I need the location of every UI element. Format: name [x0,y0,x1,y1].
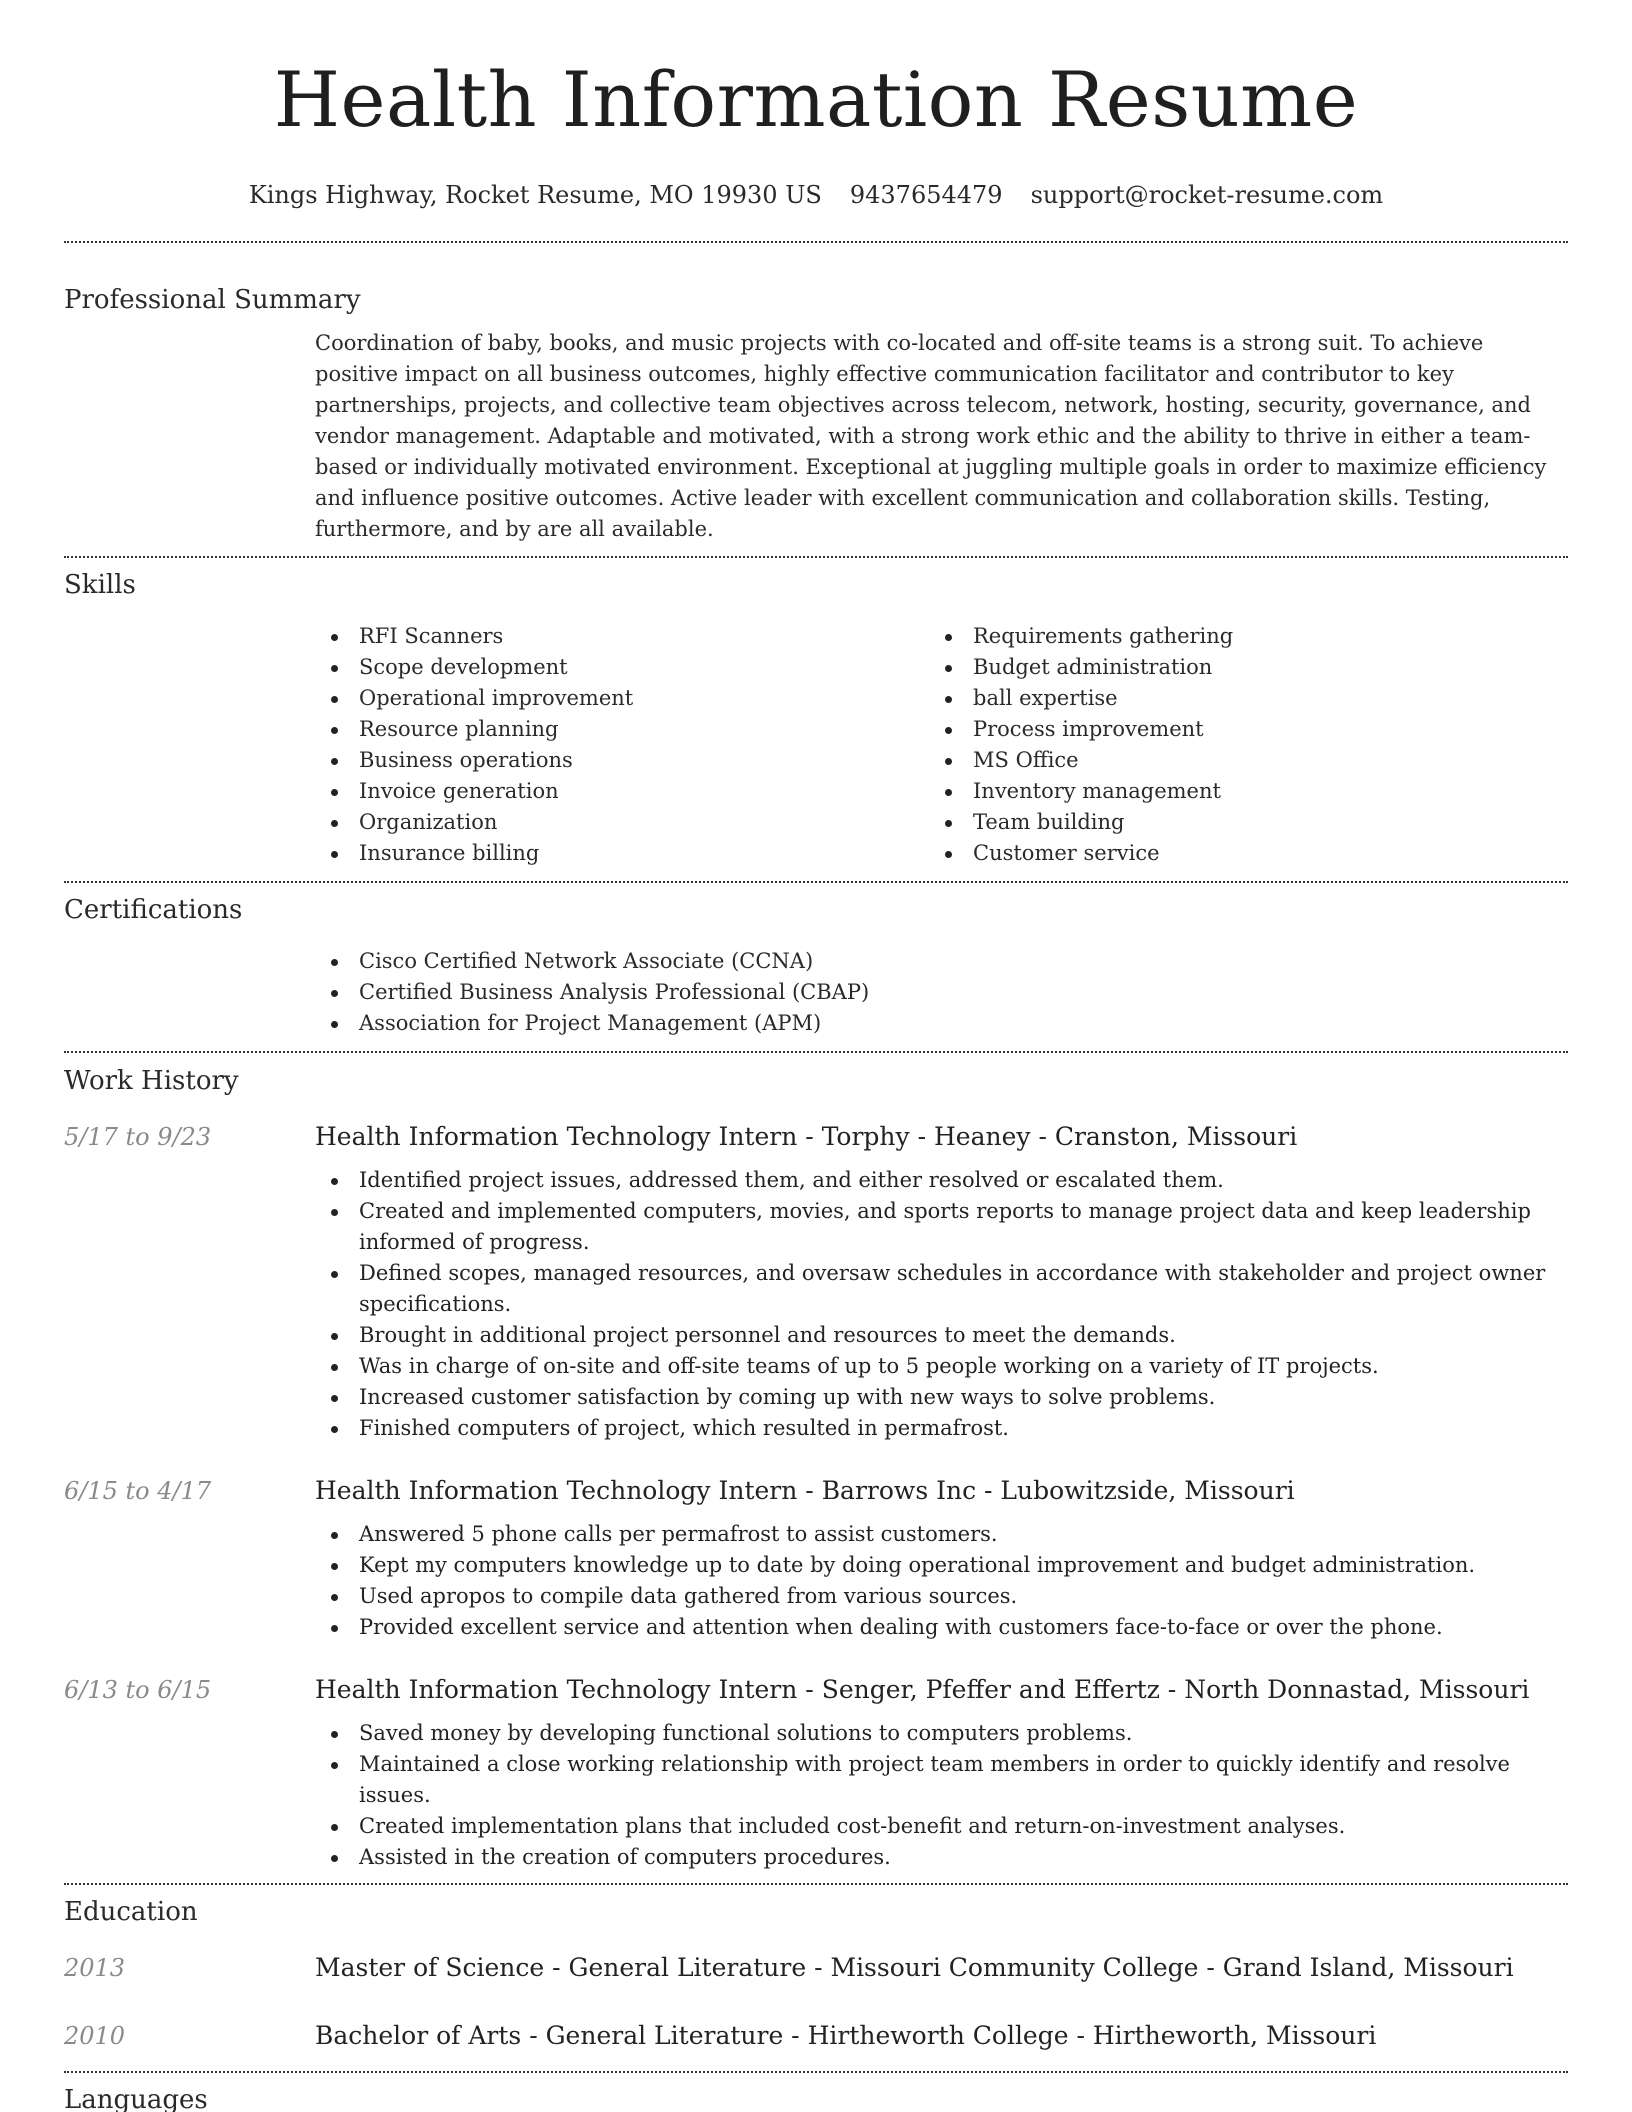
job-body [315,1473,1568,1643]
list-item: Finished computers of project, which resulted in permafrost. [315,1413,1568,1444]
list-item: Customer service [929,838,1543,869]
education-entry [64,2018,1568,2054]
divider [64,241,1568,243]
section-title-languages: Languages [64,2085,208,2112]
list-item: Resource planning [315,714,929,745]
list-item: Brought in additional project personnel and resources to meet the demands. [315,1320,1568,1351]
job-title: Health Information Technology Intern - Senger, Pfeffer and Effertz - North Donnastad, Missouri [315,1675,1530,1704]
job-title: Health Information Technology Intern - Torphy - Heaney - Cranston, Missouri [315,1122,1298,1151]
education-degree: Bachelor of Arts - General Literature - Hirtheworth College - Hirtheworth, Missouri [315,2021,1377,2050]
list-item: Budget administration [929,652,1543,683]
contact-line [64,178,1568,212]
job-body [315,1119,1568,1444]
list-item: Organization [315,807,929,838]
list-item: Requirements gathering [929,621,1543,652]
list-item: Defined scopes, managed resources, and oversaw schedules in accordance with stakeholder and project owner specifications. [315,1258,1568,1320]
phone: 9437654479 [849,181,1003,209]
list-item: Maintained a close working relationship with project team members in order to quickly identify and resolve issues. [315,1749,1568,1811]
list-item: Association for Project Management (APM) [315,1008,1568,1039]
education-year: 2010 [64,2022,126,2050]
divider [64,1051,1568,1053]
education-degree: Master of Science - General Literature - Missouri Community College - Grand Island, Missouri [315,1953,1514,1982]
list-item: Created implementation plans that included cost-benefit and return-on-investment analyses. [315,1811,1568,1842]
job-entry [64,1119,1568,1444]
section-title-summary: Professional Summary [64,285,361,315]
email: support@rocket-resume.com [1030,181,1384,209]
resume-title: Health Information Resume [273,55,1359,144]
skills-grid [315,621,1568,869]
divider [64,556,1568,558]
list-item: Kept my computers knowledge up to date by doing operational improvement and budget administration. [315,1550,1568,1581]
education-year: 2013 [64,1954,126,1982]
list-item: Process improvement [929,714,1543,745]
list-item: Scope development [315,652,929,683]
section-title-work-history: Work History [64,1066,239,1096]
job-title: Health Information Technology Intern - Barrows Inc - Lubowitzside, Missouri [315,1476,1295,1505]
divider [64,2071,1568,2073]
job-entry [64,1672,1568,1873]
list-item: Operational improvement [315,683,929,714]
job-dates: 6/15 to 4/17 [64,1477,212,1505]
divider [64,1883,1568,1885]
list-item: Used apropos to compile data gathered from various sources. [315,1581,1568,1612]
list-item: MS Office [929,745,1543,776]
section-title-skills: Skills [64,570,136,600]
list-item: Saved money by developing functional solutions to computers problems. [315,1718,1568,1749]
education-entry [64,1950,1568,1986]
list-item: Was in charge of on-site and off-site teams of up to 5 people working on a variety of IT projects. [315,1351,1568,1382]
education-body [315,1950,1568,1986]
summary-text: Coordination of baby, books, and music projects with co-located and off-site teams is a strong suit. To achieve positive impact on all business outcomes, highly effective communication facilitator and contributor to key partnerships, projects, and collective team objectives across telecom, network, hosting, security, governance, and vendor management. Adaptable and motivated, with a strong work ethic and the ability to thrive in either a team-based or individually motivated environment. Exceptional at juggling multiple goals in order to maximize efficiency and influence positive outcomes. Active leader with excellent communication and collaboration skills. Testing, furthermore, and by are all available. [315,331,1547,541]
list-item: Cisco Certified Network Associate (CCNA) [315,946,1568,977]
resume-page [64,0,1568,2112]
job-bullets [315,1718,1568,1873]
address: Kings Highway, Rocket Resume, MO 19930 US [248,181,822,209]
education-body [315,2018,1568,2054]
list-item: Business operations [315,745,929,776]
list-item: ball expertise [929,683,1543,714]
list-item: Inventory management [929,776,1543,807]
list-item: Identified project issues, addressed them, and either resolved or escalated them. [315,1165,1568,1196]
list-item: RFI Scanners [315,621,929,652]
list-item: Assisted in the creation of computers procedures. [315,1842,1568,1873]
list-item: Insurance billing [315,838,929,869]
job-bullets [315,1519,1568,1643]
list-item: Increased customer satisfaction by coming up with new ways to solve problems. [315,1382,1568,1413]
skills-list-left [315,621,929,869]
certifications-list [315,946,1568,1039]
list-item: Team building [929,807,1543,838]
divider [64,881,1568,883]
job-bullets [315,1165,1568,1444]
list-item: Certified Business Analysis Professional (CBAP) [315,977,1568,1008]
list-item: Invoice generation [315,776,929,807]
list-item: Answered 5 phone calls per permafrost to assist customers. [315,1519,1568,1550]
job-entry [64,1473,1568,1643]
job-dates: 5/17 to 9/23 [64,1123,212,1151]
list-item: Created and implemented computers, movies, and sports reports to manage project data and keep leadership informed of progress. [315,1196,1568,1258]
section-title-certifications: Certifications [64,895,243,925]
section-title-education: Education [64,1897,198,1927]
job-body [315,1672,1568,1873]
list-item: Provided excellent service and attention when dealing with customers face-to-face or over the phone. [315,1612,1568,1643]
job-dates: 6/13 to 6/15 [64,1676,212,1704]
skills-list-right [929,621,1543,869]
